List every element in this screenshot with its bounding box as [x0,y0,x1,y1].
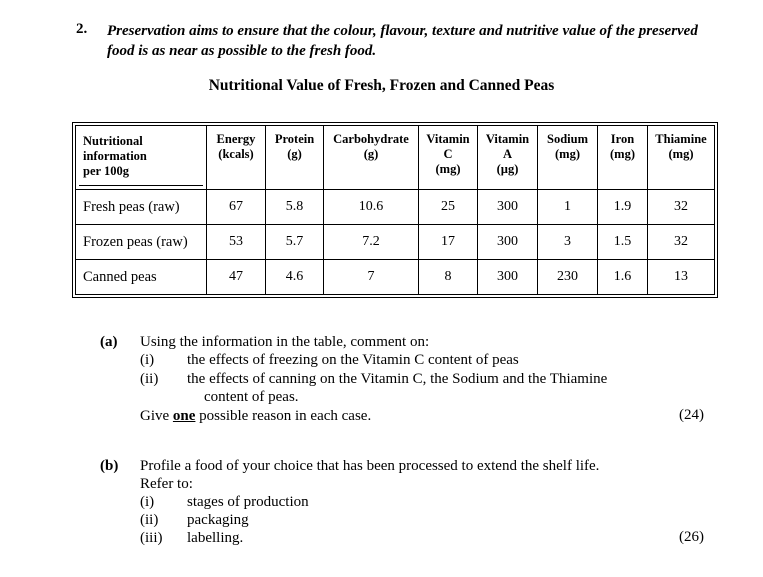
part-a-marks: (24) [679,407,704,423]
header-energy: Energy (kcals) [207,126,266,190]
table-header-row [76,126,715,190]
part-b-item-num: (i) [140,494,155,510]
nutrition-table [75,125,715,295]
part-b-item-num: (ii) [140,512,159,528]
cell-energy: 53 [207,225,266,260]
cell-vitamin-c: 25 [419,190,478,225]
cell-sodium: 230 [538,260,598,295]
cell-vitamin-c: 17 [419,225,478,260]
emphasis-one: one [172,408,196,424]
cell-carbohydrate: 7 [324,260,419,295]
table-row-canned-peas [76,260,715,295]
cell-vitamin-c: 8 [419,260,478,295]
header-iron: Iron (mg) [598,126,648,190]
cell-carbohydrate: 10.6 [324,190,419,225]
cell-thiamine: 13 [648,260,715,295]
cell-thiamine: 32 [648,225,715,260]
cell-iron: 1.9 [598,190,648,225]
part-a-item-text: the effects of freezing on the Vitamin C content of peas [187,352,519,368]
cell-protein: 5.8 [266,190,324,225]
part-b-item-num: (iii) [140,530,163,546]
header-vitamin-a: Vitamin A (µg) [478,126,538,190]
cell-sodium: 1 [538,190,598,225]
cell-protein: 4.6 [266,260,324,295]
cell-energy: 47 [207,260,266,295]
cell-vitamin-a: 300 [478,225,538,260]
cell-vitamin-a: 300 [478,260,538,295]
header-carbohydrate: Carbohydrate (g) [324,126,419,190]
part-b-refer: Refer to: [140,476,193,492]
part-a-stem: Using the information in the table, comment on: [140,334,430,350]
part-b-label: (b) [100,458,119,474]
question-intro: Preservation aims to ensure that the colour, flavour, texture and nutritive value of the preserved food is as near as possible to the fresh food. [107,23,698,59]
cell-protein: 5.7 [266,225,324,260]
cell-iron: 1.6 [598,260,648,295]
part-b-item-text: labelling. [187,530,244,546]
header-nutritional-info: Nutritional information per 100g [76,126,207,190]
part-a-item-cont: content of peas. [204,389,299,405]
row-label: Fresh peas (raw) [76,190,207,225]
part-b-item-text: stages of production [187,494,309,510]
row-label: Frozen peas (raw) [76,225,207,260]
cell-vitamin-a: 300 [478,190,538,225]
part-a-item-num: (ii) [140,371,159,387]
header-vitamin-c: Vitamin C (mg) [419,126,478,190]
header-thiamine: Thiamine (mg) [648,126,715,190]
part-a-item-text: the effects of canning on the Vitamin C, the Sodium and the Thiamine [187,371,608,387]
table-row-frozen-peas [76,225,715,260]
header-protein: Protein (g) [266,126,324,190]
cell-thiamine: 32 [648,190,715,225]
header-sodium: Sodium (mg) [538,126,598,190]
part-b-marks: (26) [679,529,704,545]
cell-carbohydrate: 7.2 [324,225,419,260]
row-label: Canned peas [76,260,207,295]
part-a-item-num: (i) [140,352,155,368]
cell-energy: 67 [207,190,266,225]
part-a-label: (a) [100,334,118,350]
table-title: Nutritional Value of Fresh, Frozen and Canned Peas [208,77,555,94]
cell-iron: 1.5 [598,225,648,260]
part-b-item-text: packaging [187,512,249,528]
question-number: 2. [76,21,88,37]
table-row-fresh-peas [76,190,715,225]
part-a-reason: Give one possible reason in each case. [140,408,372,424]
cell-sodium: 3 [538,225,598,260]
part-b-stem: Profile a food of your choice that has been processed to extend the shelf life. [140,458,600,474]
